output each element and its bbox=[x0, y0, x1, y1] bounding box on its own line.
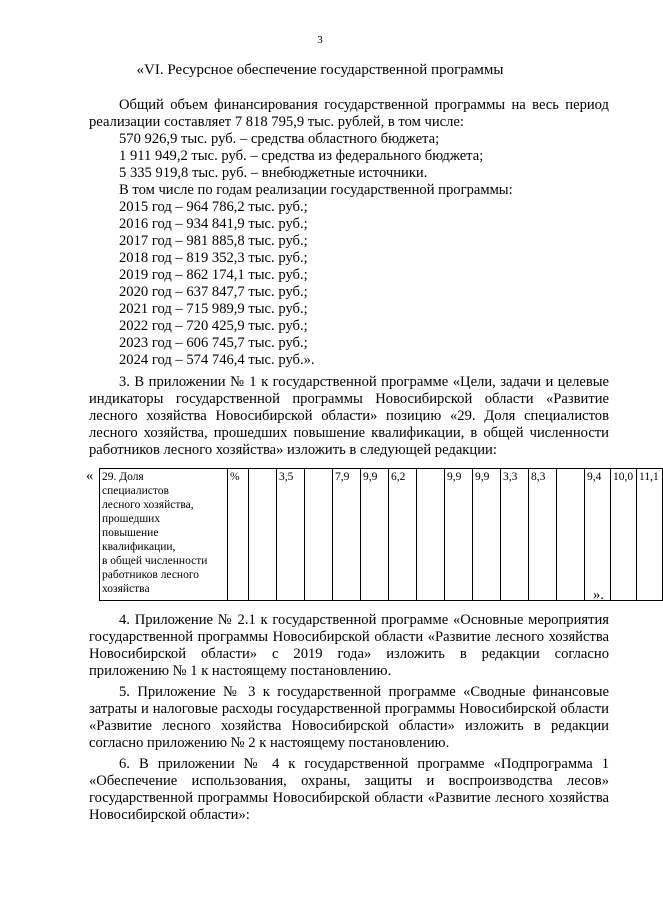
text-line: «Обеспечение использования, охраны, защиты и воспроизводства лесов» bbox=[89, 773, 609, 789]
value-cell: 9,9 bbox=[445, 469, 473, 601]
value-cell: 3,5 bbox=[277, 469, 305, 601]
value-cell bbox=[417, 469, 445, 601]
text-line: 4. Приложение № 2.1 к государственной программе «Основные мероприятия bbox=[119, 612, 609, 628]
value-cell: 11,1 bbox=[637, 469, 663, 601]
section-heading: «VI. Ресурсное обеспечение государственной программы bbox=[136, 62, 504, 78]
text-line: затраты и налоговые расходы государственной программы Новосибирской области bbox=[89, 701, 609, 717]
text-line: 1 911 949,2 тыс. руб. – средства из федерального бюджета; bbox=[119, 148, 484, 164]
text-line: согласно приложению № 2 к настоящему постановлению. bbox=[89, 735, 450, 751]
indicator-description-line: работников лесного bbox=[102, 569, 200, 581]
text-line: 5 335 919,8 тыс. руб. – внебюджетные источники. bbox=[119, 165, 428, 181]
value-cell: 9,9 bbox=[473, 469, 501, 601]
text-line: «Развитие лесного хозяйства Новосибирской области» изложить в редакции bbox=[89, 718, 609, 734]
indicator-description-line: повышение bbox=[102, 527, 159, 539]
year-funding-line: 2021 год – 715 989,9 тыс. руб.; bbox=[119, 301, 308, 317]
value-cell: 9,4 bbox=[585, 469, 611, 601]
text-line: 6. В приложении № 4 к государственной программе «Подпрограмма 1 bbox=[119, 756, 609, 772]
text-line: 5. Приложение № 3 к государственной программе «Сводные финансовые bbox=[119, 684, 609, 700]
value-cell bbox=[305, 469, 333, 601]
text-line: 570 926,9 тыс. руб. – средства областного бюджета; bbox=[119, 131, 440, 147]
text-line: Новосибирской области» с 2019 года» изложить в редакции согласно bbox=[89, 646, 609, 662]
year-funding-line: 2016 год – 934 841,9 тыс. руб.; bbox=[119, 216, 308, 232]
indicator-description-cell bbox=[100, 469, 228, 601]
year-funding-line: 2020 год – 637 847,7 тыс. руб.; bbox=[119, 284, 308, 300]
text-line: Общий объем финансирования государственной программы на весь период bbox=[119, 97, 609, 113]
year-funding-line: 2023 год – 606 745,7 тыс. руб.; bbox=[119, 335, 308, 351]
indicator-description-line: специалистов bbox=[102, 485, 169, 497]
year-funding-line: 2018 год – 819 352,3 тыс. руб.; bbox=[119, 250, 308, 266]
indicator-description-line: в общей численности bbox=[102, 555, 208, 567]
text-line: приложению № 1 к настоящему постановлению. bbox=[89, 663, 392, 679]
text-line: работников лесного хозяйства» изложить в следующей редакции: bbox=[89, 442, 497, 458]
value-cell: 9,9 bbox=[361, 469, 389, 601]
text-line: 3. В приложении № 1 к государственной программе «Цели, задачи и целевые bbox=[119, 374, 609, 390]
unit-cell: % bbox=[228, 469, 249, 601]
table-close-quote: ». bbox=[593, 587, 604, 603]
page-number: 3 bbox=[317, 34, 323, 46]
value-cell bbox=[557, 469, 585, 601]
value-cell: 10,0 bbox=[611, 469, 637, 601]
text-line: В том числе по годам реализации государственной программы: bbox=[119, 182, 513, 198]
value-cell: 7,9 bbox=[333, 469, 361, 601]
text-line: государственной программы Новосибирской области «Развитие лесного хозяйства bbox=[89, 629, 609, 645]
year-funding-line: 2022 год – 720 425,9 тыс. руб.; bbox=[119, 318, 308, 334]
year-funding-line: 2019 год – 862 174,1 тыс. руб.; bbox=[119, 267, 308, 283]
value-cell: 8,3 bbox=[529, 469, 557, 601]
text-line: Новосибирской области»: bbox=[89, 807, 250, 823]
value-cell bbox=[249, 469, 277, 601]
indicator-description-line: 29. Доля bbox=[102, 471, 144, 483]
year-funding-line: 2015 год – 964 786,2 тыс. руб.; bbox=[119, 199, 308, 215]
text-line: реализации составляет 7 818 795,9 тыс. рублей, в том числе: bbox=[89, 114, 464, 130]
indicator-description-line: лесного хозяйства, bbox=[102, 499, 194, 511]
indicator-description-line: квалификации, bbox=[102, 541, 176, 553]
year-funding-line: 2017 год – 981 885,8 тыс. руб.; bbox=[119, 233, 308, 249]
text-line: лесного хозяйства, прошедших повышение квалификации, в общей численности bbox=[89, 425, 609, 441]
year-funding-line: 2024 год – 574 746,4 тыс. руб.». bbox=[119, 352, 315, 368]
indicator-description-line: прошедших bbox=[102, 513, 161, 525]
indicator-table bbox=[99, 468, 663, 601]
value-cell: 3,3 bbox=[501, 469, 529, 601]
table-open-quote: « bbox=[86, 468, 94, 484]
text-line: государственной программы Новосибирской области «Развитие лесного хозяйства bbox=[89, 790, 609, 806]
indicator-description-line: хозяйства bbox=[102, 583, 150, 595]
value-cell: 6,2 bbox=[389, 469, 417, 601]
text-line: лесного хозяйства Новосибирской области» позицию «29. Доля специалистов bbox=[89, 408, 609, 424]
text-line: индикаторы государственной программы Новосибирской области «Развитие bbox=[89, 391, 609, 407]
